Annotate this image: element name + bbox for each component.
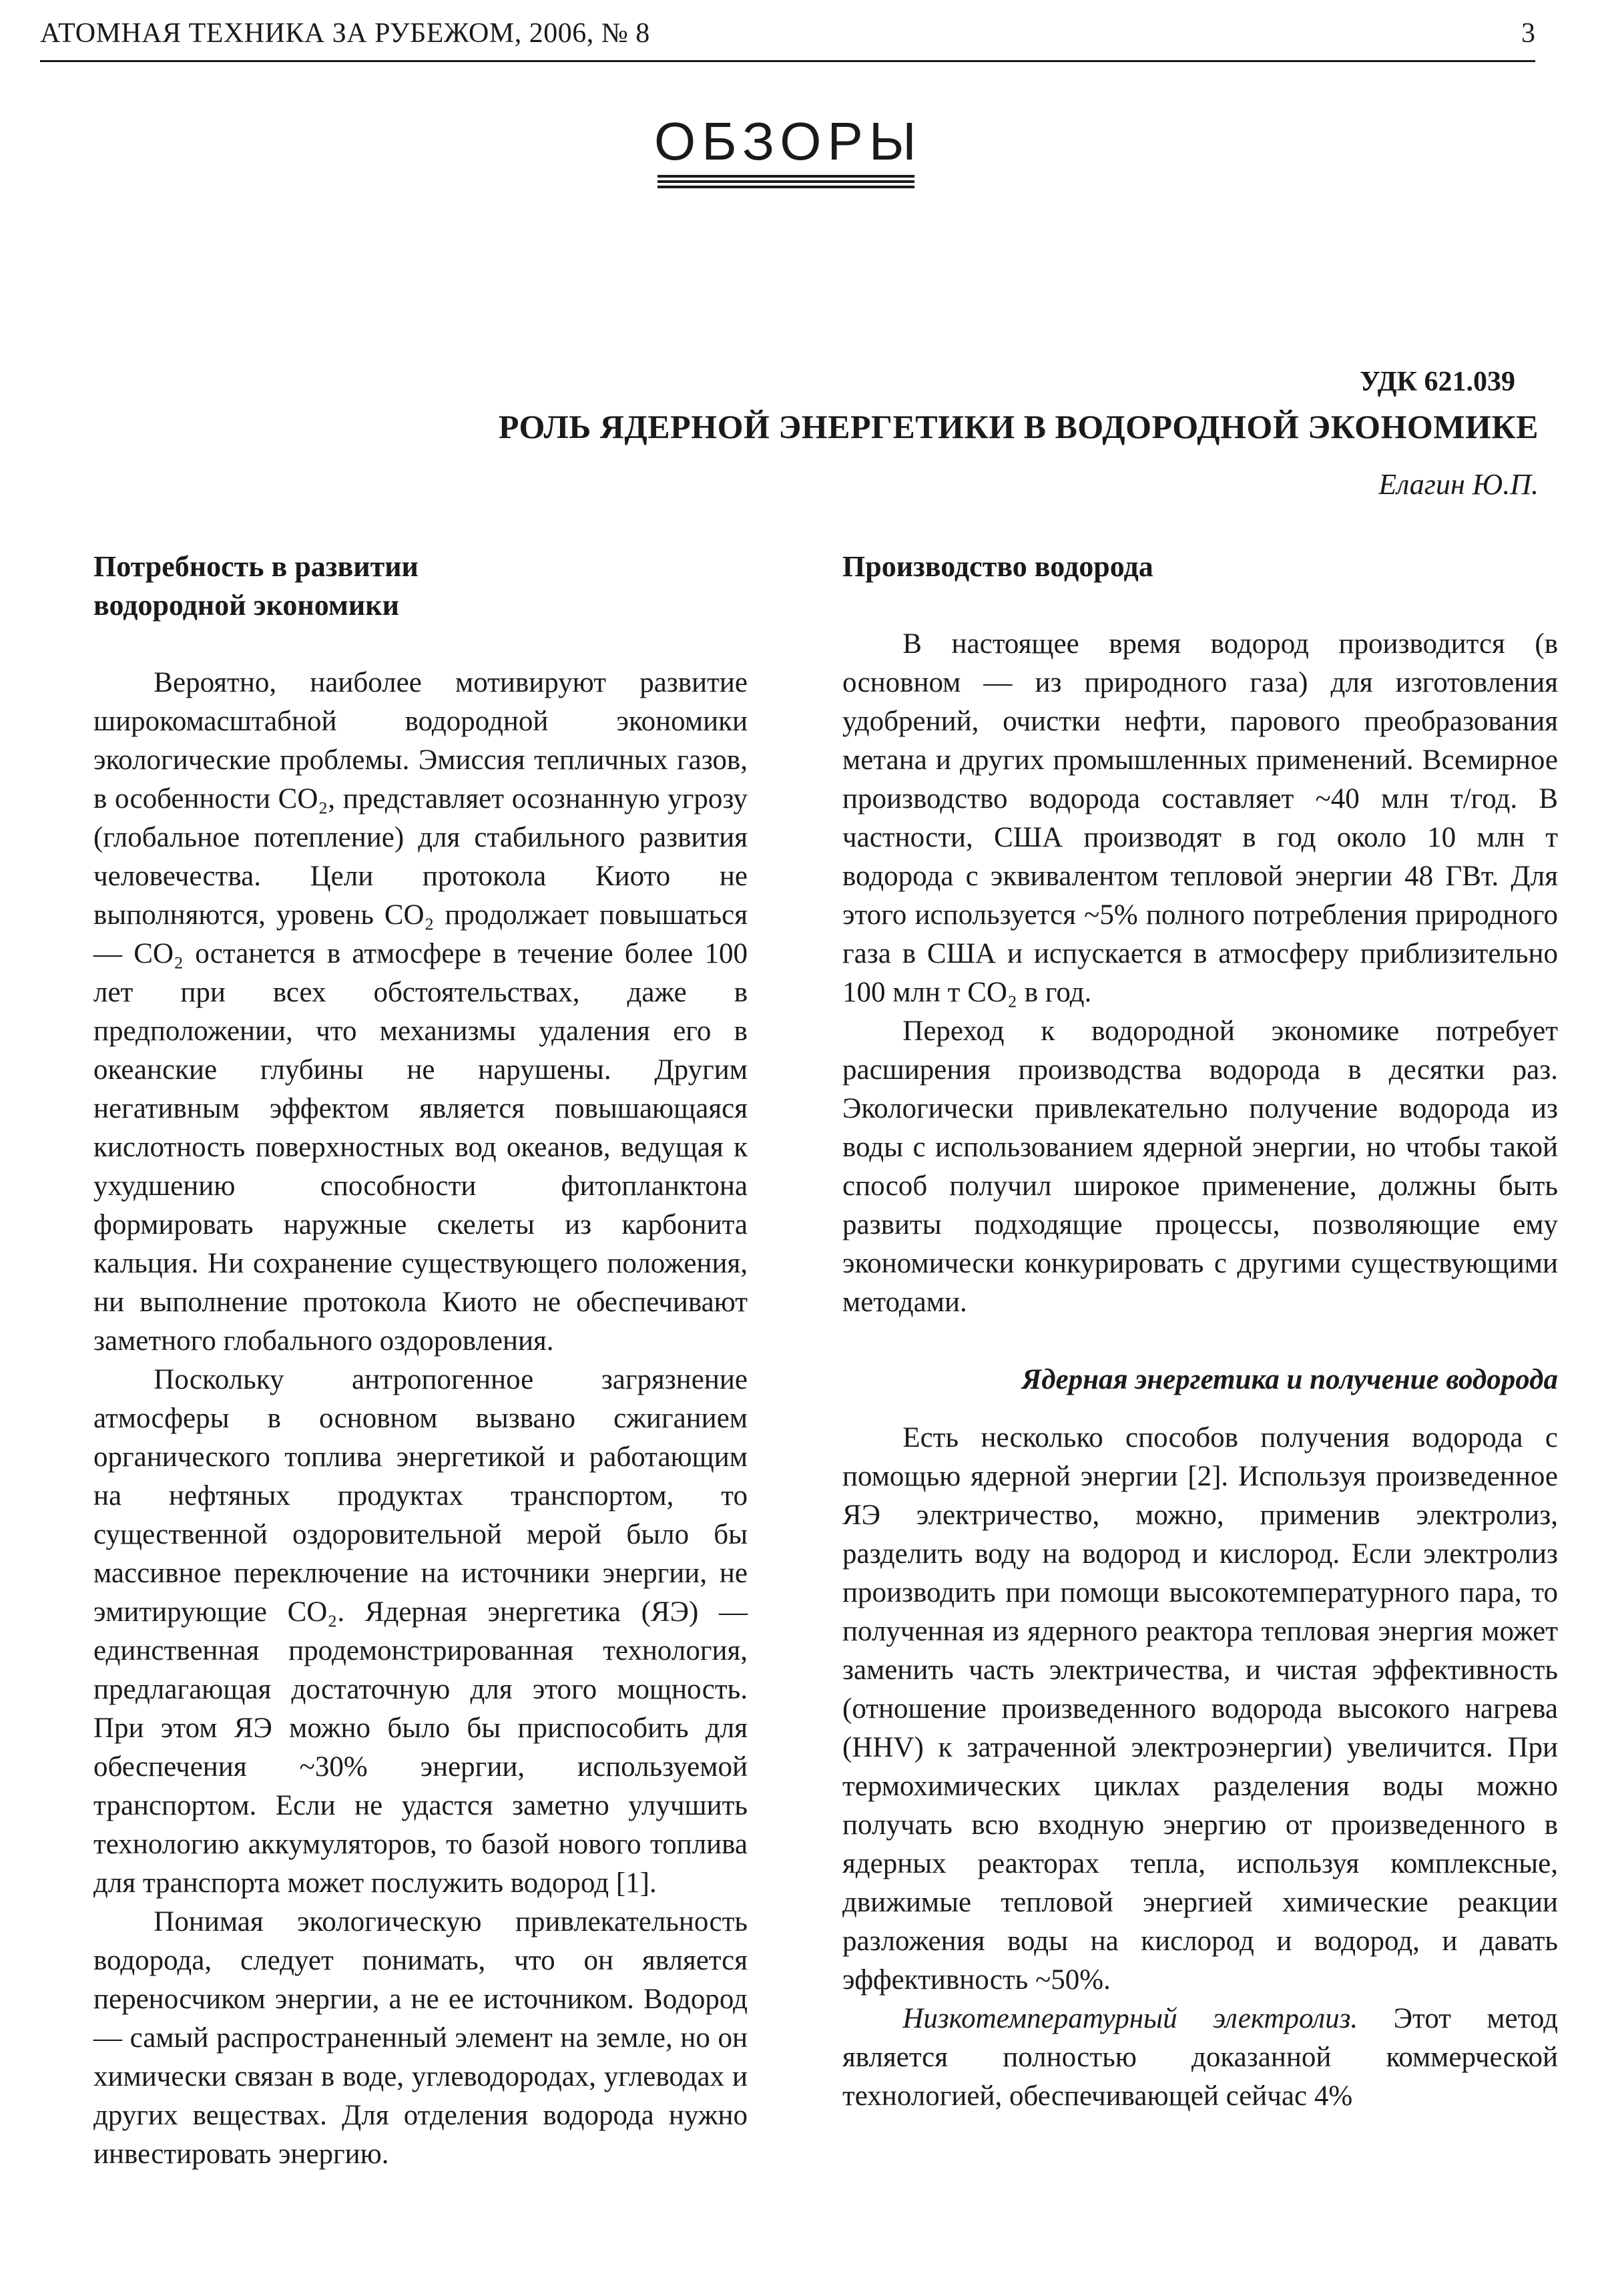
udk-code: УДК 621.039 bbox=[1360, 367, 1515, 397]
section-title: ОБЗОРЫ bbox=[654, 111, 922, 171]
section-title-underline-3 bbox=[657, 186, 914, 188]
runin-heading: Низкотемпературный электролиз. bbox=[902, 2003, 1358, 2034]
running-head bbox=[40, 17, 1535, 57]
right-paragraph-4 bbox=[842, 2000, 1558, 2116]
left-heading-line2: водородной экономики bbox=[93, 589, 399, 622]
right-paragraph-1: В настоящее время водород производится (в основном — из природного газа) для изготовления удобрений, очистки нефти, парового преобразования метана и других промышленных применений. Всемирное производство водорода составляет ~40 млн т/год. В частности, США производят в год около 10 млн т водорода с эквивалентом тепловой энергии 48 ГВт. Для этого используется ~5% полного потребления природного газа в США и испускается в атмосферу приблизительно 100 млн т CO₂ в год. bbox=[842, 628, 1558, 1008]
right-paragraph-2: Переход к водородной экономике потребует расширения производства водорода в десятки раз. Экологически привлекательно получение водорода из воды с использованием ядерной энергии, но чтобы такой способ получил широкое применение, должны быть развиты подходящие процессы, позволяющие ему экономически конкурировать с другими существующими методами. bbox=[842, 1015, 1558, 1318]
left-paragraph-3: Понимая экологическую привлекательность водорода, следует понимать, что он является переносчиком энергии, а не ее источником. Водород — самый распространенный элемент на земле, но он химически связан в воде, углеводородах, углеводах и других веществах. Для отделения водорода нужно инвестировать энергию. bbox=[93, 1906, 748, 2170]
article-title: РОЛЬ ЯДЕРНОЙ ЭНЕРГЕТИКИ В ВОДОРОДНОЙ ЭКОНОМИКЕ bbox=[498, 408, 1539, 445]
left-paragraph-1: Вероятно, наиболее мотивируют развитие широкомасштабной водородной экономики экологические проблемы. Эмиссия тепличных газов, в особенности CO₂, представляет осознанную угрозу (глобальное потепление) для стабильного развития человечества. Цели протокола Киото не выполняются, уровень CO₂ продолжает повышаться — CO₂ останется в атмосфере в течение более 100 лет при всех обстоятельствах, даже в предположении, что механизмы удаления его в океанские глубины не нарушены. Другим негативным эффектом является повышающаяся кислотность поверхностных вод океанов, ведущая к ухудшению способности фитопланктона формировать наружные скелеты из карбонита кальция. Ни сохранение существующего положения, ни выполнение протокола Киото не обеспечивают заметного глобального оздоровления. bbox=[93, 667, 748, 1357]
right-heading: Производство водорода bbox=[842, 550, 1153, 583]
journal-name: АТОМНАЯ ТЕХНИКА ЗА РУБЕЖОМ, 2006, № 8 bbox=[40, 18, 650, 49]
left-column bbox=[93, 547, 748, 2174]
section-title-underline-1 bbox=[657, 175, 914, 178]
author: Елагин Ю.П. bbox=[1378, 468, 1539, 501]
runin-text: Этот метод является полностью доказанной коммерческой технологией, обеспечивающей сейчас 4% bbox=[842, 2003, 1558, 2112]
header-rule bbox=[40, 60, 1535, 62]
left-heading-line1: Потребность в развитии bbox=[93, 550, 419, 583]
left-paragraph-2: Поскольку антропогенное загрязнение атмосферы в основном вызвано сжиганием органического топлива энергетикой и работающим на нефтяных продуктах транспортом, то существенной оздоровительной мерой было бы массивное переключение на источники энергии, не эмитирующие CO₂. Ядерная энергетика (ЯЭ) — единственная продемонстрированная технология, предлагающая достаточную для этого мощность. При этом ЯЭ можно было бы приспособить для обеспечения ~30% энергии, используемой транспортом. Если не удастся заметно улучшить технологию аккумуляторов, то базой нового топлива для транспорта может послужить водород [1]. bbox=[93, 1364, 748, 1899]
section-title-underline-2 bbox=[657, 180, 914, 183]
right-paragraph-3: Есть несколько способов получения водорода с помощью ядерной энергии [2]. Используя произведенное ЯЭ электричество, можно, применив электролиз, разделить воду на водород и кислород. Если электролиз производить при помощи высокотемпературного пара, то полученная из ядерного реактора тепловая энергия может заменить часть электричества, и чистая эффективность (отношение произведенного водорода высокого нагрева (HHV) к затраченной электроэнергии) увеличится. При термохимических циклах разделения воды можно получать всю входную энергию от произведенного в ядерных реакторах тепла, используя комплексные, движимые тепловой энергией химические реакции разложения воды на кислород и водород, и давать эффективность ~50%. bbox=[842, 1422, 1558, 1996]
page-number: 3 bbox=[1521, 18, 1535, 49]
right-subheading: Ядерная энергетика и получение водорода bbox=[1021, 1364, 1558, 1395]
right-column bbox=[842, 547, 1558, 2116]
